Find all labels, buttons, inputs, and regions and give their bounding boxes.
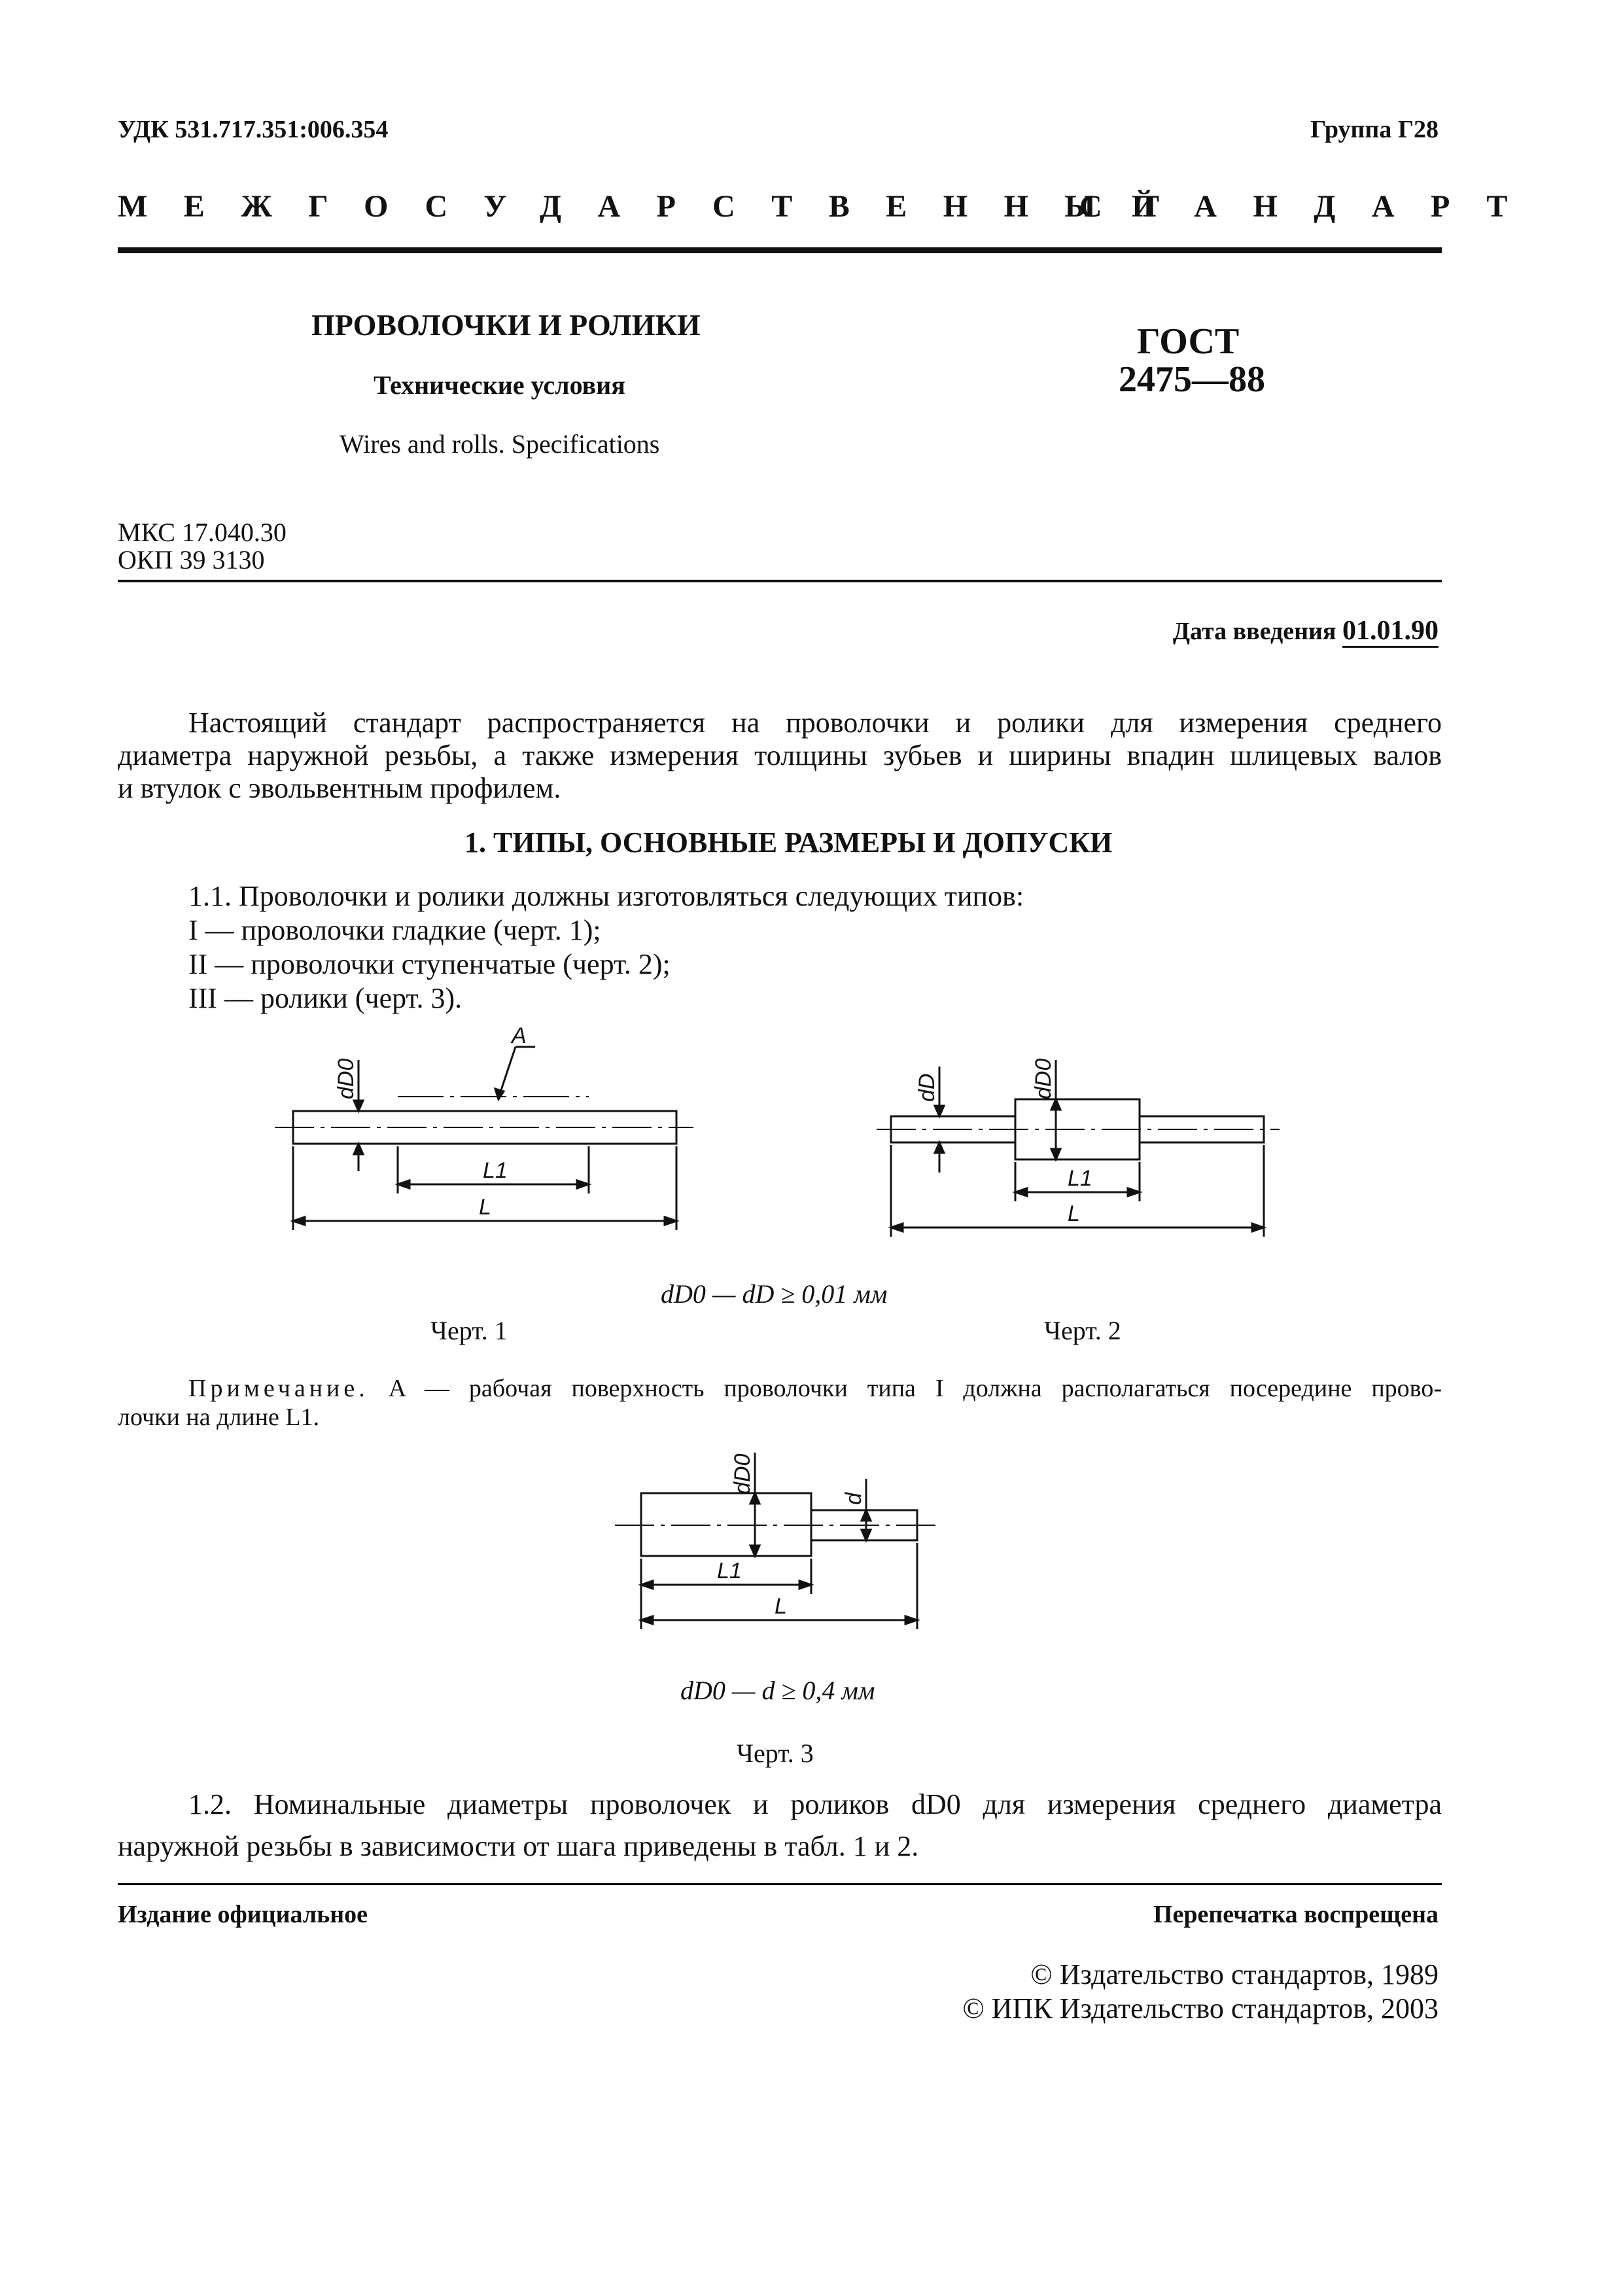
footer-rule — [118, 1883, 1442, 1885]
banner-word-standard: СТАНДАРТ — [1079, 189, 1544, 224]
footer-reprint-prohibited: Перепечатка воспрещена — [1153, 1901, 1439, 1928]
fig3-label-dd0: dD0 — [730, 1453, 755, 1494]
section-heading: 1. ТИПЫ, ОСНОВНЫЕ РАЗМЕРЫ И ДОПУСКИ — [464, 826, 1113, 858]
formula-fig1-2: dD0 — dD ≥ 0,01 мм — [661, 1279, 888, 1309]
doc-subtitle: Технические условия — [374, 370, 625, 400]
fig1-label-l1: L1 — [483, 1158, 508, 1183]
figure-2-drawing — [877, 1047, 1295, 1243]
fig2-label-l1: L1 — [1068, 1166, 1092, 1191]
fig1-caption: Черт. 1 — [430, 1316, 508, 1345]
type-list — [188, 913, 671, 1016]
doc-title-en: Wires and rolls. Specifications — [340, 429, 660, 459]
intro-date — [1173, 615, 1439, 646]
clause-1-2-line-1: 1.2. Номинальные диаметры проволочек и роликов dD0 для измерения среднего диаметра — [188, 1788, 1442, 1820]
header-thick-rule — [118, 247, 1442, 253]
type-list-item: III — ролики (черт. 3). — [188, 982, 462, 1014]
clause-1-2 — [118, 1784, 1442, 1867]
copyright-line-2: © ИПК Издательство стандартов, 2003 — [962, 1992, 1439, 2024]
note-text: A — рабочая поверхность проволочки типа I должна располагаться посередине прово- — [388, 1375, 1442, 1402]
note-block — [118, 1374, 1442, 1432]
fig2-caption: Черт. 2 — [1044, 1316, 1121, 1345]
fig3-caption: Черт. 3 — [737, 1739, 814, 1768]
type-list-item: I — проволочки гладкие (черт. 1); — [188, 914, 601, 946]
fig2-label-l: L — [1068, 1201, 1080, 1226]
clause-1-2-line-2: наружной резьбы в зависимости от шага приведены в табл. 1 и 2. — [118, 1830, 919, 1862]
note-prefix: Примечание. — [188, 1375, 369, 1402]
udk-code: УДК 531.717.351:006.354 — [118, 116, 389, 143]
intro-paragraph — [118, 707, 1442, 805]
fig2-label-dd0: dD0 — [1031, 1058, 1056, 1099]
gost-label: ГОСТ — [1137, 321, 1240, 362]
banner-word-interstate: МЕЖГОСУДАРСТВЕННЫЙ — [118, 189, 1193, 224]
fig1-label-a: A — [512, 1023, 527, 1048]
mks-code: МКС 17.040.30 — [118, 518, 287, 547]
fig2-label-dd: dD — [915, 1073, 939, 1102]
intro-date-label: Дата введения — [1172, 618, 1336, 645]
intro-date-value: 01.01.90 — [1342, 616, 1439, 648]
note-text-2: лочки на длине L1. — [118, 1404, 320, 1431]
clause-1-1: 1.1. Проволочки и ролики должны изготовляться следующих типов: — [188, 880, 1024, 912]
footer-official-edition: Издание официальное — [118, 1901, 368, 1928]
figure-1-drawing — [262, 1021, 720, 1243]
okp-code: ОКП 39 3130 — [118, 545, 265, 574]
codes-rule — [118, 580, 1442, 582]
doc-title: ПРОВОЛОЧКИ И РОЛИКИ — [311, 308, 701, 342]
fig1-label-dd0: dD0 — [334, 1058, 358, 1099]
intro-line-3: и втулок с эвольвентным профилем. — [118, 772, 561, 804]
gost-number: 2475—88 — [1119, 359, 1265, 400]
copyright-line-1: © Издательство стандартов, 1989 — [1030, 1958, 1439, 1990]
group-code: Группа Г28 — [1310, 116, 1439, 143]
figure-3-drawing — [615, 1439, 955, 1636]
fig3-label-d: d — [841, 1492, 866, 1505]
fig3-label-l1: L1 — [717, 1559, 742, 1583]
fig1-label-l: L — [479, 1195, 491, 1220]
type-list-item: II — проволочки ступенчатые (черт. 2); — [188, 948, 671, 980]
fig3-label-l: L — [775, 1594, 787, 1619]
formula-fig3: dD0 — d ≥ 0,4 мм — [680, 1676, 875, 1705]
standard-banner — [118, 188, 1544, 228]
intro-line-1: Настоящий стандарт распространяется на проволочки и ролики для измерения среднего — [188, 707, 1442, 739]
intro-line-2: диаметра наружной резьбы, а также измерения толщины зубьев и ширины впадин шлицевых валов — [118, 739, 1442, 771]
